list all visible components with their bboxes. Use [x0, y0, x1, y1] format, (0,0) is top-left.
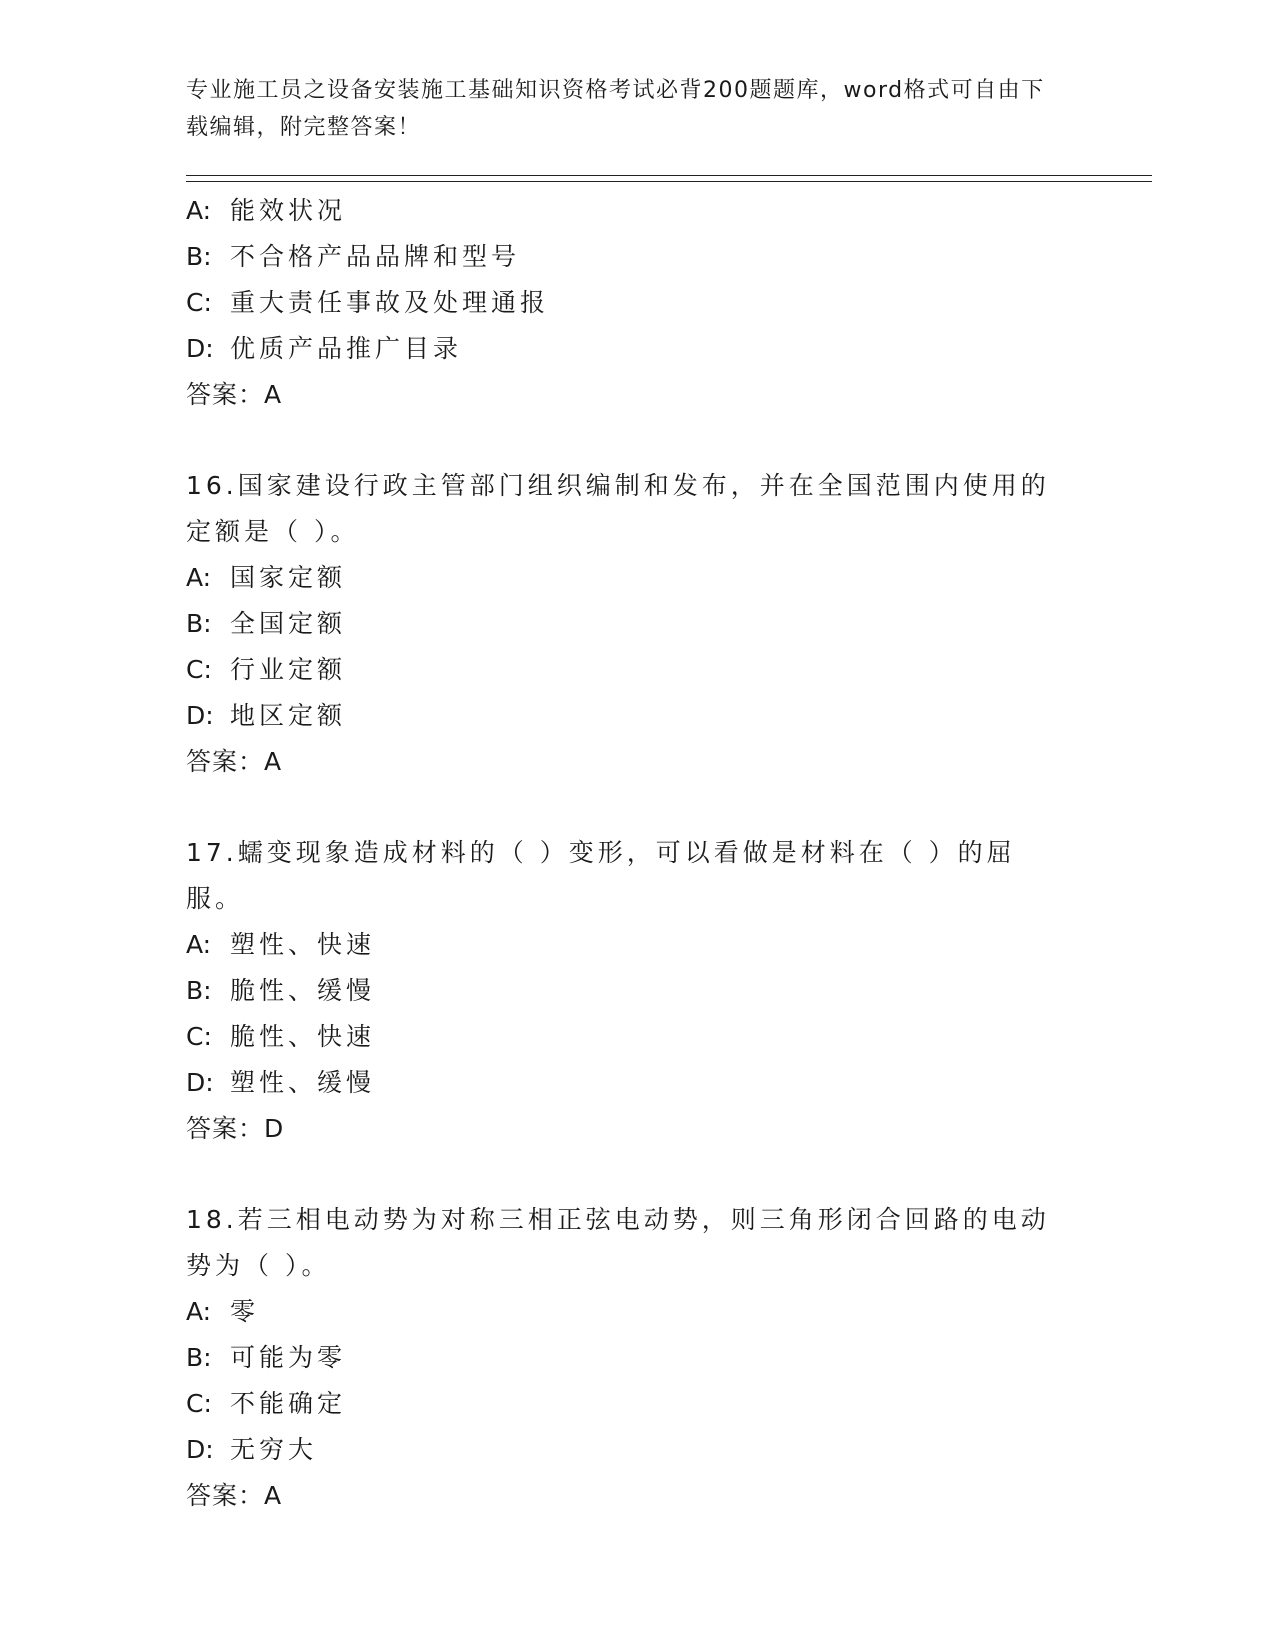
- option-c: C: 重大责任事故及处理通报: [186, 288, 550, 317]
- option-b: B: 脆性、缓慢: [186, 976, 376, 1005]
- option-a: A: 能效状况: [186, 196, 347, 225]
- question-text: 18.若三相电动势为对称三相正弦电动势，则三角形闭合回路的电动势为（ ）。: [186, 1205, 1050, 1280]
- question-text: 16.国家建设行政主管部门组织编制和发布，并在全国范围内使用的定额是（ ）。: [186, 471, 1050, 546]
- question-block: [186, 188, 1086, 418]
- question-block: [186, 830, 1086, 1152]
- option-b: B: 全国定额: [186, 609, 347, 638]
- question-block: [186, 1197, 1086, 1519]
- option-d: D: 优质产品推广目录: [186, 334, 463, 363]
- question-list: [186, 188, 1086, 1519]
- answer-line: 答案：A: [186, 1481, 283, 1510]
- question-text: 17.蠕变现象造成材料的（ ）变形，可以看做是材料在（ ）的屈服。: [186, 838, 1016, 913]
- answer-value: A: [264, 380, 283, 409]
- option-b: B: 可能为零: [186, 1343, 347, 1372]
- header-rule-top: [186, 175, 1152, 176]
- option-d: D: 塑性、缓慢: [186, 1068, 376, 1097]
- option-c: C: 行业定额: [186, 655, 347, 684]
- answer-line: 答案：D: [186, 1114, 285, 1143]
- option-c: C: 脆性、快速: [186, 1022, 376, 1051]
- header-rule-bottom: [186, 181, 1152, 182]
- answer-value: A: [264, 1481, 283, 1510]
- option-b: B: 不合格产品品牌和型号: [186, 242, 521, 271]
- answer-line: 答案：A: [186, 747, 283, 776]
- option-d: D: 地区定额: [186, 701, 347, 730]
- answer-value: A: [264, 747, 283, 776]
- option-a: A: 零: [186, 1297, 260, 1326]
- answer-value: D: [264, 1114, 285, 1143]
- option-a: A: 国家定额: [186, 563, 347, 592]
- option-a: A: 塑性、快速: [186, 930, 376, 959]
- answer-line: 答案：A: [186, 380, 283, 409]
- option-d: D: 无穷大: [186, 1435, 318, 1464]
- question-block: [186, 463, 1086, 785]
- page-header: 专业施工员之设备安装施工基础知识资格考试必背200题题库，word格式可自由下载编辑，附完整答案！: [186, 78, 1045, 140]
- option-c: C: 不能确定: [186, 1389, 347, 1418]
